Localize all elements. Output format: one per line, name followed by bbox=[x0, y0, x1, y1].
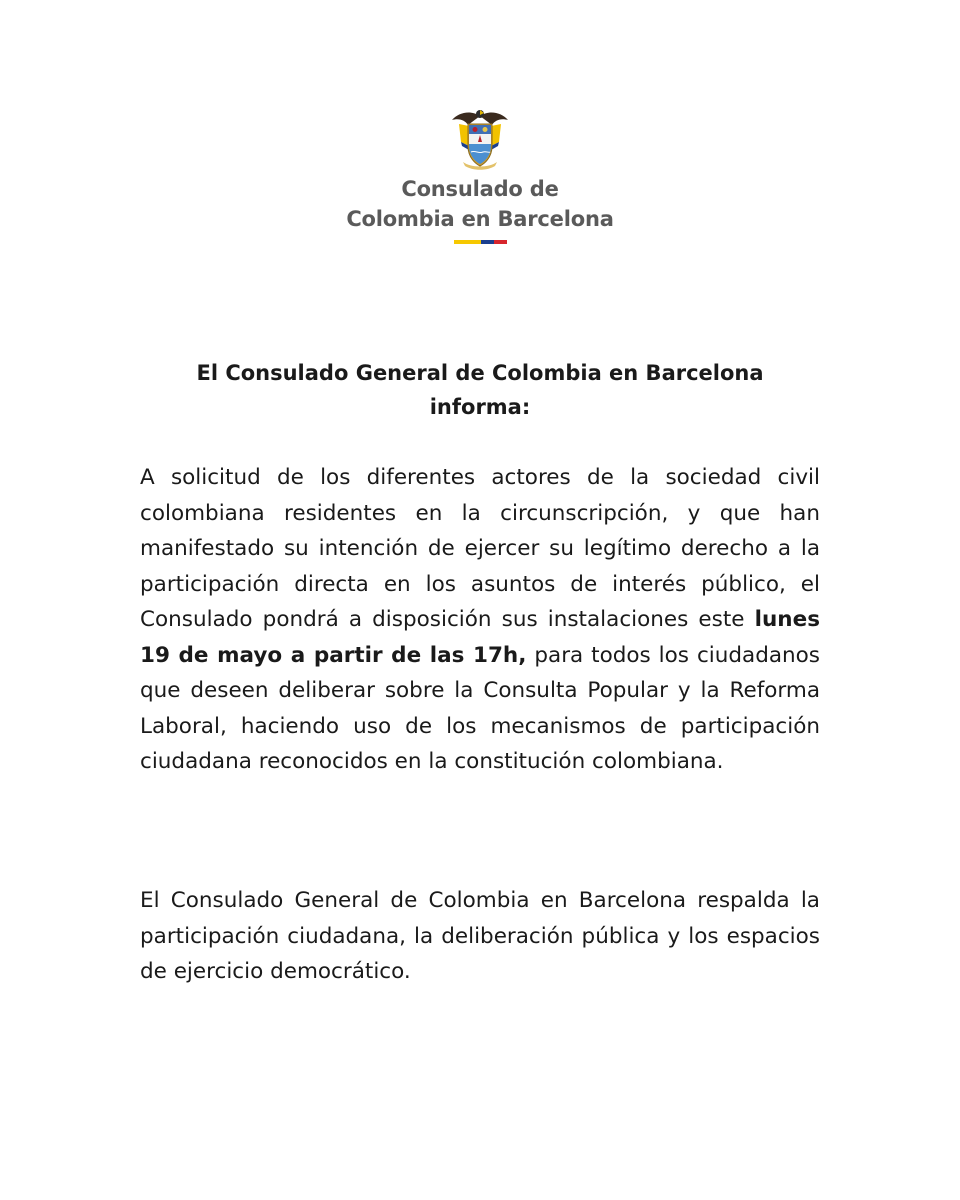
organization-name-line2: Colombia en Barcelona bbox=[346, 207, 614, 231]
notice-title-line1: El Consulado General de Colombia en Barcelona bbox=[196, 361, 764, 385]
notice-paragraph-2: El Consulado General de Colombia en Barcelona respalda la participación ciudadana, la deliberación pública y los espacios de ejercicio democrático. bbox=[140, 888, 820, 984]
notice-title bbox=[140, 356, 820, 424]
consulate-header bbox=[0, 106, 960, 244]
flag-stripe-red bbox=[494, 240, 507, 244]
paragraph-1-rest: para todos los ciudadanos que deseen deliberar sobre la Consulta Popular y la Reforma Laboral, haciendo uso de los mecanismos de participación ciudadana reconocidos en la constitución colombiana. bbox=[140, 642, 821, 774]
organization-name-line1: Consulado de bbox=[401, 177, 559, 201]
paragraph-1-intro: A solicitud de los diferentes actores de la sociedad civil colombiana residentes en la circunscripción, y que han manifestado su intención de ejercer su legítimo derecho a la participación directa en los asuntos de interés público, el Consulado pondrá a disposición sus instalaciones este bbox=[140, 465, 820, 632]
flag-stripe-yellow bbox=[454, 240, 481, 244]
colombia-coat-of-arms-icon bbox=[449, 106, 511, 172]
colombia-flag-bar bbox=[454, 240, 507, 244]
flag-stripe-blue bbox=[481, 240, 494, 244]
notice-paragraph-1 bbox=[140, 460, 820, 780]
event-date-highlight: lunes 19 de mayo a partir de las 17h, bbox=[140, 607, 820, 668]
notice-title-line2: informa: bbox=[429, 395, 531, 419]
